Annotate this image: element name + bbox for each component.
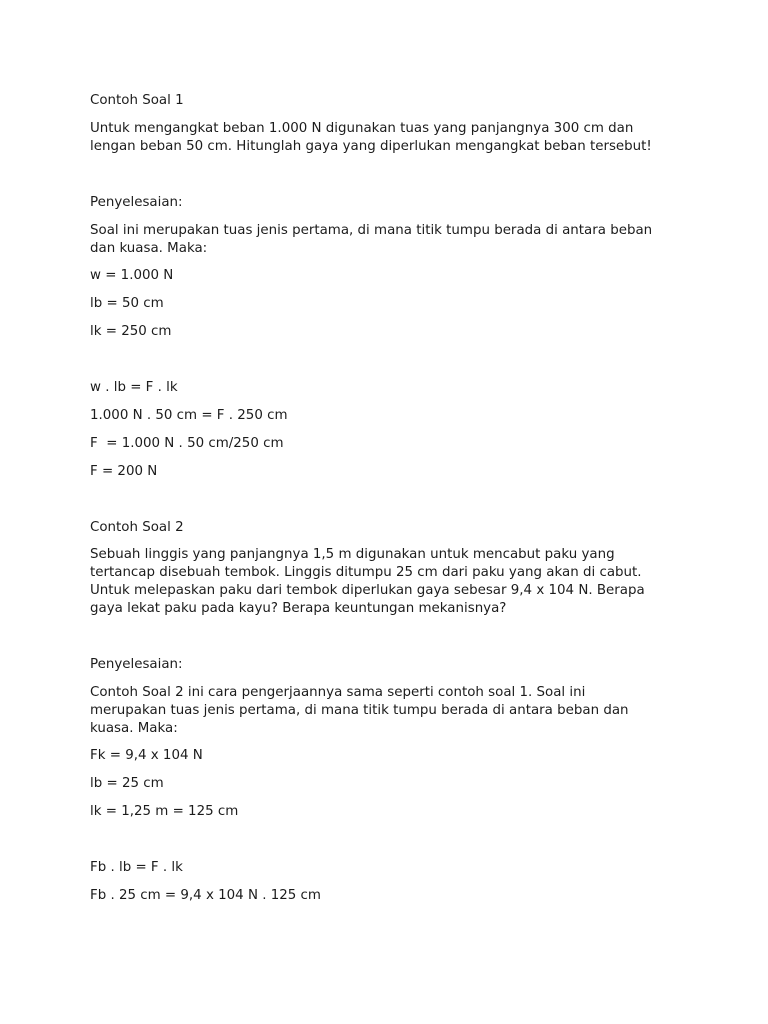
soal2-explanation-line: kuasa. Maka: — [90, 721, 178, 736]
soal1-explanation — [90, 222, 680, 258]
soal2-question-line: Sebuah linggis yang panjangnya 1,5 m digunakan untuk mencabut paku yang — [90, 547, 615, 562]
soal2-step: Fb . 25 cm = 9,4 x 104 N . 125 cm — [90, 888, 321, 903]
soal1-step: 1.000 N . 50 cm = F . 250 cm — [90, 408, 288, 423]
soal2-given-lk: lk = 1,25 m = 125 cm — [90, 804, 239, 819]
soal1-question — [90, 120, 680, 156]
soal2-explanation-line: merupakan tuas jenis pertama, di mana titik tumpu berada di antara beban dan — [90, 703, 629, 718]
soal1-question-line: lengan beban 50 cm. Hitunglah gaya yang diperlukan mengangkat beban tersebut! — [90, 139, 652, 154]
soal1-given-weight: w = 1.000 N — [90, 268, 174, 283]
soal2-question — [90, 546, 680, 618]
soal2-step: Fb . lb = F . lk — [90, 860, 183, 875]
soal2-question-line: tertancap disebuah tembok. Linggis ditumpu 25 cm dari paku yang akan di cabut. — [90, 565, 642, 580]
soal2-question-line: Untuk melepaskan paku dari tembok diperlukan gaya sebesar 9,4 x 104 N. Berapa — [90, 583, 645, 598]
soal1-result: F = 200 N — [90, 464, 158, 479]
soal2-solution-heading: Penyelesaian: — [90, 657, 183, 672]
soal2-given-fk: Fk = 9,4 x 104 N — [90, 748, 203, 763]
soal1-explanation-line: Soal ini merupakan tuas jenis pertama, di mana titik tumpu berada di antara beban — [90, 223, 653, 238]
soal2-question-line: gaya lekat paku pada kayu? Berapa keuntungan mekanisnya? — [90, 601, 507, 616]
soal2-heading: Contoh Soal 2 — [90, 520, 184, 535]
soal1-explanation-line: dan kuasa. Maka: — [90, 241, 208, 256]
soal1-given-lb: lb = 50 cm — [90, 296, 164, 311]
soal2-explanation — [90, 684, 680, 738]
soal1-step: F = 1.000 N . 50 cm/250 cm — [90, 436, 284, 451]
soal2-explanation-line: Contoh Soal 2 ini cara pengerjaannya sama seperti contoh soal 1. Soal ini — [90, 685, 586, 700]
soal2-given-lb: lb = 25 cm — [90, 776, 164, 791]
soal1-step: w . lb = F . lk — [90, 380, 178, 395]
soal1-question-line: Untuk mengangkat beban 1.000 N digunakan tuas yang panjangnya 300 cm dan — [90, 121, 634, 136]
soal1-solution-heading: Penyelesaian: — [90, 195, 183, 210]
soal1-heading: Contoh Soal 1 — [90, 93, 184, 108]
soal1-given-lk: lk = 250 cm — [90, 324, 172, 339]
